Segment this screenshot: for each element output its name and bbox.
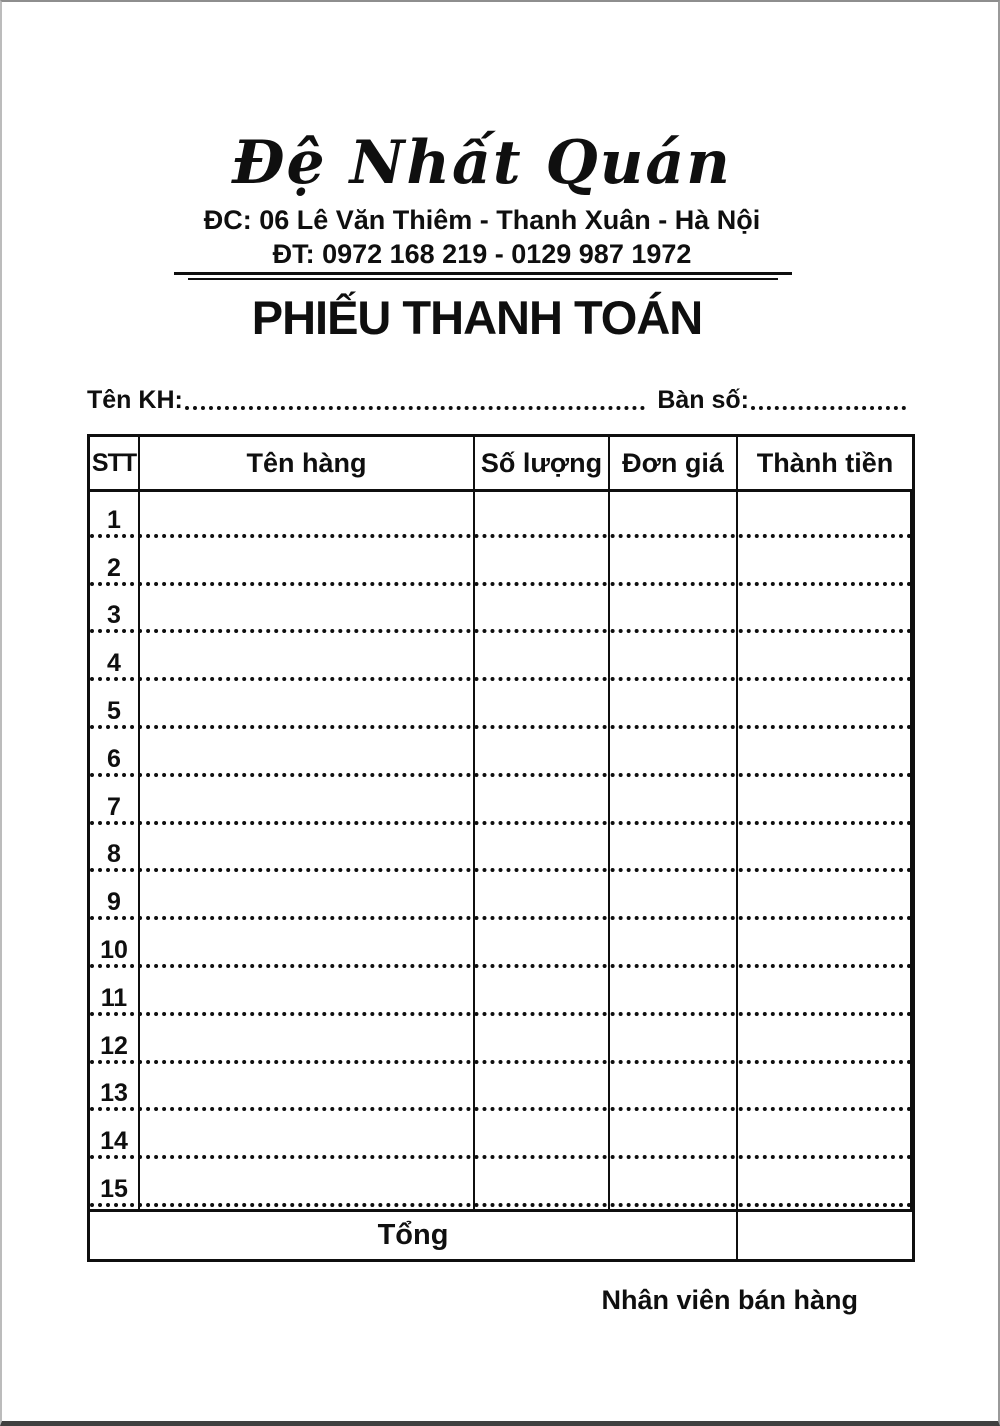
table-body <box>90 492 912 1209</box>
total-value-blank[interactable] <box>738 1212 912 1259</box>
column-header-thanh-tien: Thành tiền <box>756 447 894 478</box>
row-number: 15 <box>90 1161 140 1209</box>
dotted-fill-line <box>90 868 912 872</box>
unit-price-blank[interactable] <box>610 874 738 922</box>
customer-name-label: Tên KH: <box>87 386 183 414</box>
quantity-blank[interactable] <box>475 1018 610 1066</box>
customer-and-table-line <box>87 381 908 415</box>
salesperson-signature-label: Nhân viên bán hàng <box>601 1285 858 1315</box>
quantity-blank[interactable] <box>475 540 610 588</box>
table-row <box>90 635 912 683</box>
quantity-blank[interactable] <box>475 922 610 970</box>
amount-blank[interactable] <box>738 1066 912 1114</box>
item-name-blank[interactable] <box>140 922 475 970</box>
item-name-blank[interactable] <box>140 588 475 636</box>
row-number: 7 <box>90 779 140 827</box>
dotted-fill-line <box>90 1203 912 1207</box>
table-row <box>90 970 912 1018</box>
column-header-don-gia: Đơn giá <box>610 437 738 489</box>
row-number: 8 <box>90 827 140 875</box>
table-row <box>90 1018 912 1066</box>
item-name-blank[interactable] <box>140 779 475 827</box>
item-name-blank[interactable] <box>140 1161 475 1209</box>
item-name-blank[interactable] <box>140 492 475 540</box>
unit-price-blank[interactable] <box>610 492 738 540</box>
phone-line: ĐT: 0972 168 219 - 0129 987 1972 <box>272 239 692 269</box>
amount-blank[interactable] <box>738 1113 912 1161</box>
row-number: 2 <box>90 540 140 588</box>
unit-price-blank[interactable] <box>610 970 738 1018</box>
table-row <box>90 683 912 731</box>
column-header-so-luong: Số lượng <box>475 437 610 489</box>
unit-price-blank[interactable] <box>610 588 738 636</box>
amount-blank[interactable] <box>738 1161 912 1209</box>
amount-blank[interactable] <box>738 540 912 588</box>
quantity-blank[interactable] <box>475 970 610 1018</box>
dotted-fill-line <box>90 964 912 968</box>
unit-price-blank[interactable] <box>610 731 738 779</box>
table-row <box>90 779 912 827</box>
amount-blank[interactable] <box>738 1018 912 1066</box>
dotted-fill-line <box>90 534 912 538</box>
row-number: 6 <box>90 731 140 779</box>
item-name-blank[interactable] <box>140 1113 475 1161</box>
table-number-label: Bàn số: <box>657 386 749 414</box>
total-label: Tổng <box>90 1212 738 1259</box>
document-title: PHIẾU THANH TOÁN <box>251 291 703 344</box>
dotted-fill-line <box>90 773 912 777</box>
item-name-blank[interactable] <box>140 1066 475 1114</box>
item-name-blank[interactable] <box>140 827 475 875</box>
amount-blank[interactable] <box>738 827 912 875</box>
amount-blank[interactable] <box>738 683 912 731</box>
quantity-blank[interactable] <box>475 492 610 540</box>
dotted-fill-line <box>90 1060 912 1064</box>
rule-thick-line <box>174 272 792 275</box>
table-row <box>90 827 912 875</box>
item-name-blank[interactable] <box>140 970 475 1018</box>
table-row <box>90 874 912 922</box>
row-number: 13 <box>90 1066 140 1114</box>
row-number: 5 <box>90 683 140 731</box>
unit-price-blank[interactable] <box>610 540 738 588</box>
dotted-fill-line <box>90 677 912 681</box>
quantity-blank[interactable] <box>475 731 610 779</box>
table-row <box>90 588 912 636</box>
table-row <box>90 1161 912 1209</box>
item-name-blank[interactable] <box>140 1018 475 1066</box>
row-number: 9 <box>90 874 140 922</box>
table-row <box>90 492 912 540</box>
row-number: 12 <box>90 1018 140 1066</box>
column-header-stt: STT <box>90 437 140 489</box>
row-number: 14 <box>90 1113 140 1161</box>
rule-thin-line <box>188 278 778 280</box>
items-table <box>87 434 915 1262</box>
unit-price-blank[interactable] <box>610 827 738 875</box>
quantity-blank[interactable] <box>475 1113 610 1161</box>
total-row <box>90 1209 912 1259</box>
row-number: 11 <box>90 970 140 1018</box>
amount-blank[interactable] <box>738 588 912 636</box>
quantity-blank[interactable] <box>475 588 610 636</box>
table-row <box>90 731 912 779</box>
address-line: ĐC: 06 Lê Văn Thiêm - Thanh Xuân - Hà Nội <box>203 205 761 235</box>
unit-price-blank[interactable] <box>610 1161 738 1209</box>
double-rule-divider <box>174 272 792 280</box>
dotted-fill-line <box>90 1107 912 1111</box>
table-row <box>90 922 912 970</box>
quantity-blank[interactable] <box>475 779 610 827</box>
quantity-blank[interactable] <box>475 874 610 922</box>
table-number-blank[interactable] <box>751 406 906 410</box>
amount-blank[interactable] <box>738 874 912 922</box>
dotted-fill-line <box>90 1155 912 1159</box>
unit-price-blank[interactable] <box>610 1066 738 1114</box>
dotted-fill-line <box>90 916 912 920</box>
quantity-blank[interactable] <box>475 1161 610 1209</box>
table-row <box>90 1066 912 1114</box>
item-name-blank[interactable] <box>140 635 475 683</box>
dotted-fill-line <box>90 1012 912 1016</box>
row-number: 4 <box>90 635 140 683</box>
row-number: 3 <box>90 588 140 636</box>
unit-price-blank[interactable] <box>610 922 738 970</box>
quantity-blank[interactable] <box>475 683 610 731</box>
unit-price-blank[interactable] <box>610 1113 738 1161</box>
table-header-row <box>90 437 912 492</box>
amount-blank[interactable] <box>738 779 912 827</box>
customer-name-blank[interactable] <box>185 406 645 410</box>
amount-blank[interactable] <box>738 970 912 1018</box>
item-name-blank[interactable] <box>140 683 475 731</box>
table-row <box>90 1113 912 1161</box>
quantity-blank[interactable] <box>475 827 610 875</box>
amount-blank[interactable] <box>738 635 912 683</box>
dotted-fill-line <box>90 821 912 825</box>
quantity-blank[interactable] <box>475 1066 610 1114</box>
dotted-fill-line <box>90 725 912 729</box>
amount-blank[interactable] <box>738 731 912 779</box>
unit-price-blank[interactable] <box>610 635 738 683</box>
table-row <box>90 540 912 588</box>
item-name-blank[interactable] <box>140 731 475 779</box>
column-header-ten-hang: Tên hàng <box>140 437 475 489</box>
restaurant-name: Đệ Nhất Quán <box>232 128 732 198</box>
dotted-fill-line <box>90 582 912 586</box>
dotted-fill-line <box>90 629 912 633</box>
unit-price-blank[interactable] <box>610 683 738 731</box>
unit-price-blank[interactable] <box>610 779 738 827</box>
row-number: 1 <box>90 492 140 540</box>
quantity-blank[interactable] <box>475 635 610 683</box>
amount-blank[interactable] <box>738 492 912 540</box>
unit-price-blank[interactable] <box>610 1018 738 1066</box>
item-name-blank[interactable] <box>140 540 475 588</box>
row-number: 10 <box>90 922 140 970</box>
amount-blank[interactable] <box>738 922 912 970</box>
item-name-blank[interactable] <box>140 874 475 922</box>
